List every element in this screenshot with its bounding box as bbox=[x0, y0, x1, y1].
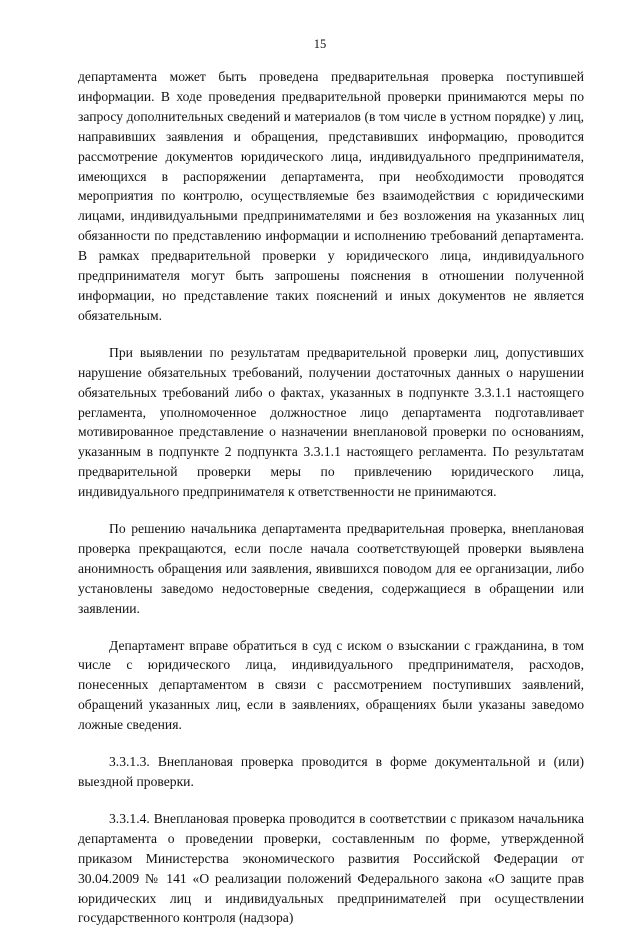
paragraph-court-claim: Департамент вправе обратиться в суд с иском о взыскании с гражданина, в том числе с юридического лица, индивидуального предпринимателя, расходов, понесенных департаментом в связи с рассмотрением поступивших заявлений, обращений указанных лиц, если в заявлениях, обращениях были указаны заведомо ложные сведения. bbox=[78, 637, 584, 733]
paragraph-preliminary-check-results: При выявлении по результатам предварительной проверки лиц, допустивших нарушение обязательных требований, получении достаточных данных о нарушении обязательных требований либо о фактах, указанных в подпункте 3.3.1.1 настоящего регламента, уполномоченное должностное лицо департамента подготавливает мотивированное представление о назначении внеплановой проверки по основаниям, указанным в подпункте 2 подпункта 3.3.1.1 настоящего регламента. По результатам предварительной проверки меры по привлечению юридического лица, индивидуального предпринимателя к ответственности не принимаются. bbox=[78, 344, 584, 500]
page-number: 15 bbox=[313, 37, 327, 51]
paragraph-continuation: департамента может быть проведена предварительная проверка поступившей информации. В ходе проведения предварительной проверки принимаются меры по запросу дополнительных сведений и материалов (в том числе в устном порядке) у лиц, направивших заявления и обращения, представивших информацию, проводится рассмотрение документов юридического лица, индивидуального предпринимателя, имеющихся в распоряжении департамента, при необходимости проводятся мероприятия по контролю, осуществляемые без взаимодействия с юридическими лицами, индивидуальными предпринимателями и без возложения на указанных лиц обязанности по представлению информации и исполнению требований департамента. В рамках предварительной проверки у юридического лица, индивидуального предпринимателя могут быть запрошены пояснения в отношении полученной информации, но представление таких пояснений и иных документов не является обязательным. bbox=[78, 69, 584, 323]
paragraph-termination-of-check: По решению начальника департамента предварительная проверка, внеплановая проверка прекращаются, если после начала соответствующей проверки выявлена анонимность обращения или заявления, явившихся поводом для ее организации, либо установлены заведомо недостоверные сведения, содержащиеся в обращении или заявлении. bbox=[78, 521, 584, 616]
document-body bbox=[78, 67, 584, 928]
paragraph-3-3-1-4: 3.3.1.4. Внеплановая проверка проводится в соответствии с приказом начальника департамента о проведении проверки, составленным по форме, утвержденной приказом Министерства экономического развития Российской Федерации от 30.04.2009 № 141 «О реализации положений Федерального закона «О защите прав юридических лиц и индивидуальных предпринимателей при осуществлении государственного контроля (надзора) bbox=[78, 810, 584, 926]
paragraph-3-3-1-3: 3.3.1.3. Внеплановая проверка проводится в форме документальной и (или) выездной проверки. bbox=[78, 754, 584, 789]
